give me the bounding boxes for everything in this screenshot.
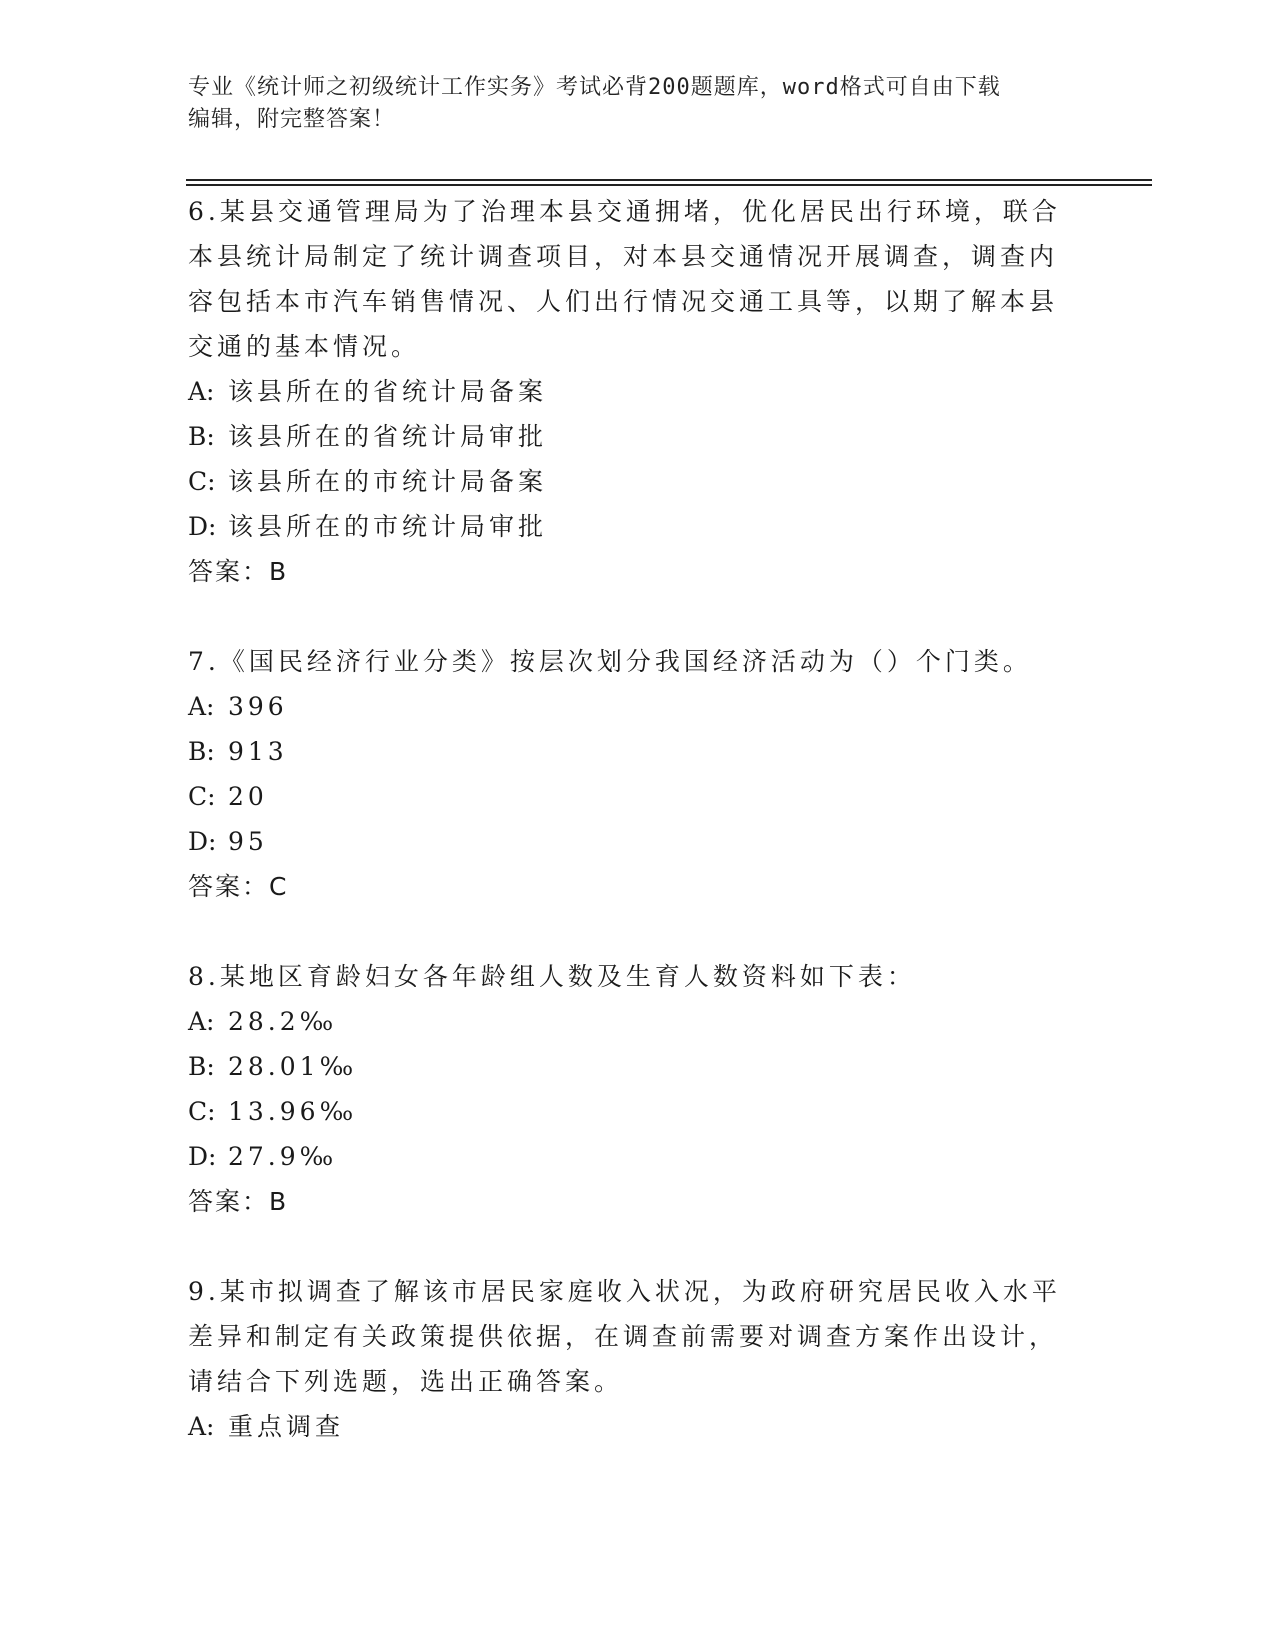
question-stem-line: 容包括本市汽车销售情况、人们出行情况交通工具等，以期了解本县 <box>188 287 1059 316</box>
header-divider-bottom <box>186 184 1152 186</box>
question-stem-line: 交通的基本情况。 <box>188 332 421 361</box>
answer-line: 答案：B <box>188 557 289 586</box>
option-text: 13.96‰ <box>228 1097 358 1126</box>
option-text: 28.2‰ <box>228 1007 338 1036</box>
question-stem-line: 差异和制定有关政策提供依据，在调查前需要对调查方案作出设计， <box>188 1322 1059 1351</box>
option-a <box>188 369 1088 414</box>
option-key: C: <box>188 467 216 496</box>
option-a <box>188 999 1088 1044</box>
option-a <box>188 1404 1088 1449</box>
option-text: 重点调查 <box>228 1412 345 1441</box>
option-text: 396 <box>228 692 288 721</box>
option-b <box>188 414 1088 459</box>
question-8 <box>188 954 1088 1224</box>
header-line-1: 专业《统计师之初级统计工作实务》考试必背200题题库，word格式可自由下载 <box>188 75 1001 100</box>
option-text: 该县所在的省统计局备案 <box>228 377 548 406</box>
option-text: 27.9‰ <box>228 1142 338 1171</box>
option-c <box>188 459 1088 504</box>
option-key: D: <box>188 1142 217 1171</box>
option-d <box>188 819 1088 864</box>
option-text: 20 <box>228 782 268 811</box>
option-text: 该县所在的市统计局审批 <box>228 512 548 541</box>
option-key: D: <box>188 827 217 856</box>
question-list <box>188 189 1088 1449</box>
question-7 <box>188 639 1088 909</box>
question-stem-line: 8.某地区育龄妇女各年龄组人数及生育人数资料如下表： <box>188 962 916 991</box>
option-d <box>188 1134 1088 1179</box>
option-text: 该县所在的省统计局审批 <box>228 422 548 451</box>
question-spacer <box>188 1224 1088 1269</box>
option-key: A: <box>188 692 215 721</box>
option-d <box>188 504 1088 549</box>
question-stem-line: 6.某县交通管理局为了治理本县交通拥堵，优化居民出行环境，联合 <box>188 197 1061 226</box>
option-key: D: <box>188 512 217 541</box>
option-b <box>188 729 1088 774</box>
question-stem-line: 请结合下列选题，选出正确答案。 <box>188 1367 624 1396</box>
question-spacer <box>188 594 1088 639</box>
question-9 <box>188 1269 1088 1449</box>
option-a <box>188 684 1088 729</box>
question-stem-line: 9.某市拟调查了解该市居民家庭收入状况，为政府研究居民收入水平 <box>188 1277 1061 1306</box>
option-c <box>188 774 1088 819</box>
question-6 <box>188 189 1088 594</box>
option-key: C: <box>188 782 216 811</box>
question-spacer <box>188 909 1088 954</box>
option-text: 28.01‰ <box>228 1052 358 1081</box>
answer-line: 答案：B <box>188 1187 289 1216</box>
option-text: 95 <box>228 827 268 856</box>
option-key: A: <box>188 377 215 406</box>
document-header <box>188 72 1088 136</box>
header-line-2: 编辑，附完整答案！ <box>188 107 396 132</box>
option-key: A: <box>188 1007 215 1036</box>
header-divider-top <box>186 179 1152 181</box>
option-key: B: <box>188 1052 215 1081</box>
option-key: A: <box>188 1412 215 1441</box>
question-stem-line: 7.《国民经济行业分类》按层次划分我国经济活动为（）个门类。 <box>188 647 1032 676</box>
option-b <box>188 1044 1088 1089</box>
option-text: 该县所在的市统计局备案 <box>228 467 548 496</box>
answer-line: 答案：C <box>188 872 289 901</box>
option-text: 913 <box>228 737 288 766</box>
option-key: C: <box>188 1097 216 1126</box>
option-c <box>188 1089 1088 1134</box>
question-stem-line: 本县统计局制定了统计调查项目，对本县交通情况开展调查，调查内 <box>188 242 1059 271</box>
option-key: B: <box>188 422 215 451</box>
option-key: B: <box>188 737 215 766</box>
